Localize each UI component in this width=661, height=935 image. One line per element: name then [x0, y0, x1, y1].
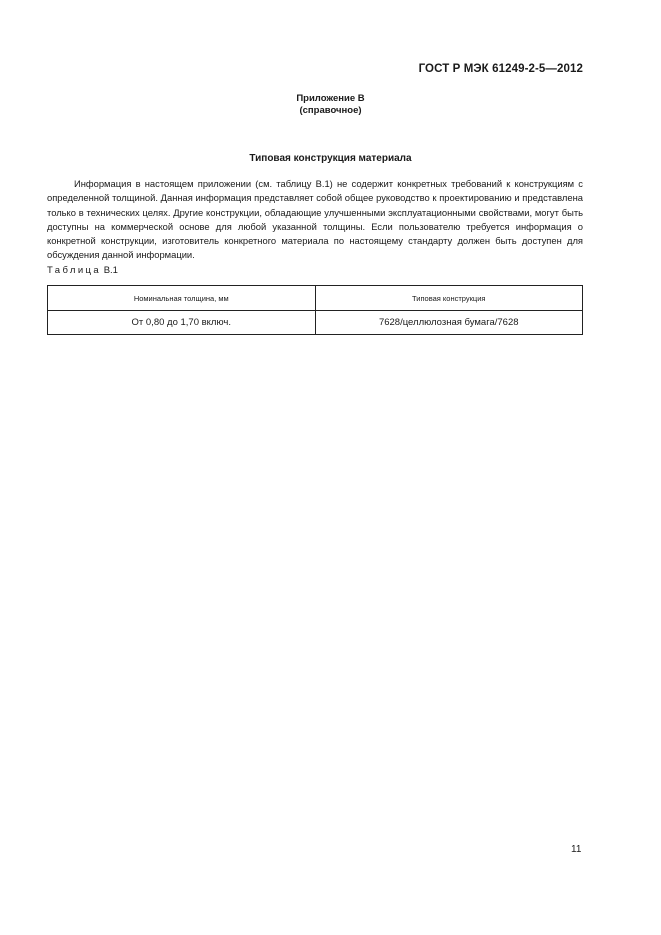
- cell-thickness: От 0,80 до 1,70 включ.: [48, 311, 316, 335]
- appendix-title: Приложение В: [296, 93, 365, 104]
- section-title: Типовая конструкция материала: [249, 153, 412, 164]
- table-caption-word: Таблица: [47, 265, 102, 276]
- construction-table: [47, 285, 583, 335]
- appendix-subtitle: (справочное): [299, 105, 362, 116]
- table-header-row: [48, 286, 583, 311]
- appendix-heading: [0, 93, 661, 117]
- header-typical-construction: Типовая конструкция: [315, 286, 583, 311]
- table-caption-number: В.1: [103, 265, 118, 276]
- document-code: ГОСТ Р МЭК 61249-2-5—2012: [418, 63, 583, 75]
- header-nominal-thickness: Номинальная толщина, мм: [48, 286, 316, 311]
- page-number: 11: [571, 844, 582, 855]
- table-caption: [47, 265, 118, 276]
- body-paragraph: Информация в настоящем приложении (см. таблицу В.1) не содержит конкретных требований к конструкциям с определенной толщиной. Данная информация представляет собой общее руководство к проектированию и представлена только в технических целях. Другие конструкции, обладающие улучшенными эксплуатационными свойствами, могут быть доступны на коммерческой основе для любой указанной толщины. Если пользователю требуется информация о конкретной конструкции, изготовитель конкретного материала по настоящему стандарту должен быть доступен для обсуждения данной информации.: [47, 178, 583, 261]
- table-row: [48, 311, 583, 335]
- cell-construction: 7628/целлюлозная бумага/7628: [315, 311, 583, 335]
